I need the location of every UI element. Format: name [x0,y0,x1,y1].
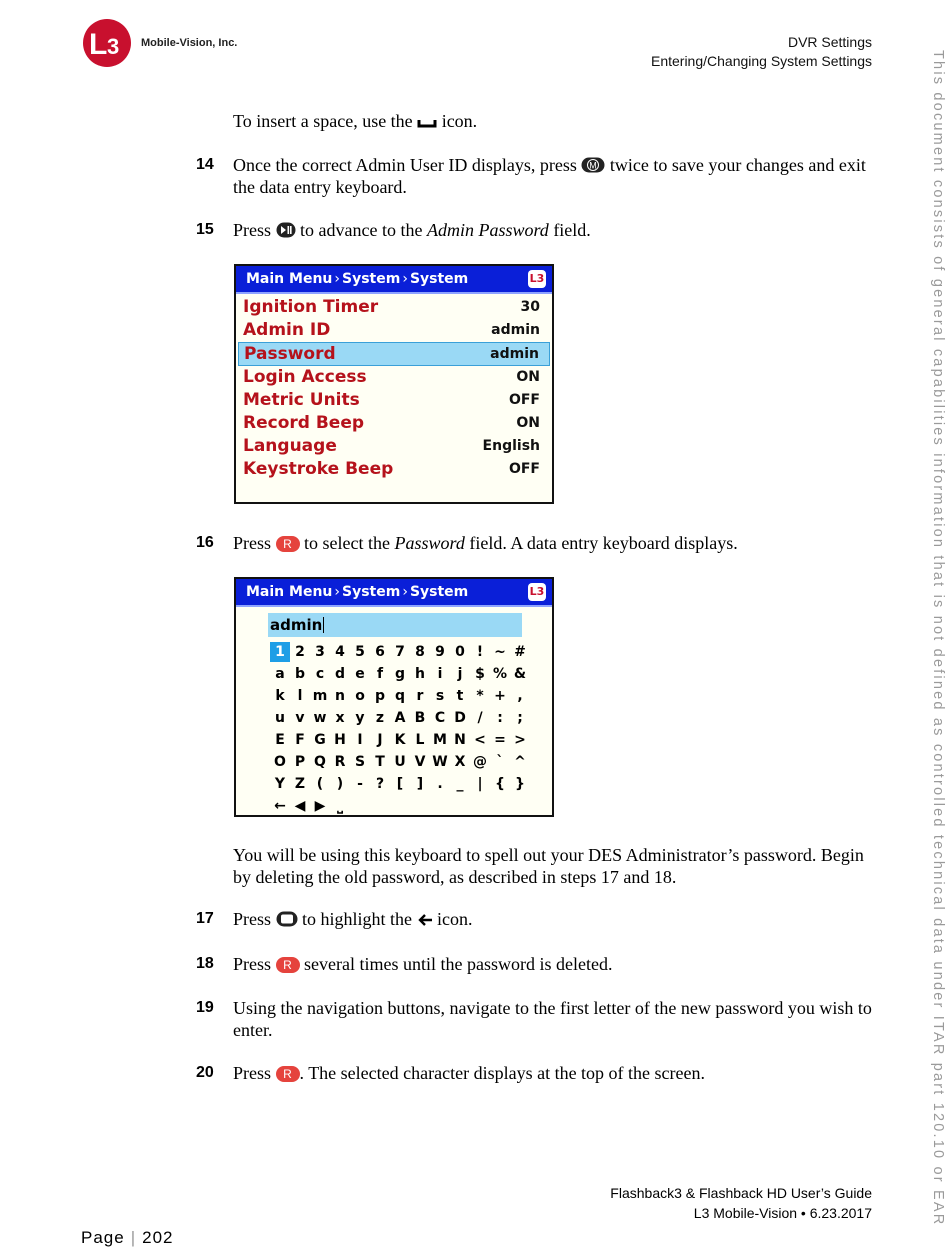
keyboard-key[interactable]: p [374,688,386,704]
keyboard-key[interactable]: & [513,666,527,682]
field-name: Admin Password [426,220,549,240]
keyboard-key[interactable]: } [515,776,525,792]
keyboard-key[interactable]: q [394,688,406,704]
keyboard-key[interactable]: u [275,710,285,726]
keyboard-key[interactable]: Q [314,754,326,770]
keyboard-key[interactable]: S [354,754,366,770]
text: to advance to the [300,220,423,240]
menu-value: English [482,438,540,455]
space-instruction [233,110,873,132]
keyboard-key[interactable]: d [334,666,346,682]
chevron-right-icon: › [334,584,340,600]
keyboard-key[interactable]: K [394,732,406,748]
keyboard-key[interactable]: l [297,688,303,704]
keyboard-key[interactable]: F [295,732,305,748]
keyboard-screen [234,577,554,817]
keyboard-key[interactable]: ? [375,776,385,792]
keyboard-key[interactable]: 8 [415,644,425,660]
header-section: DVR Settings [787,34,872,50]
step-number: 17 [196,910,214,927]
edition-line: L3 Mobile-Vision • 6.23.2017 [693,1205,872,1221]
keyboard-key[interactable]: ] [416,776,424,792]
menu-value: ON [516,414,540,431]
keyboard-row [270,685,530,707]
step-number: 16 [196,534,214,551]
keyboard-key[interactable]: ← [274,798,286,814]
menu-label: Keystroke Beep [243,459,394,480]
keyboard-key[interactable]: y [355,710,365,726]
step-20 [233,1062,873,1084]
keyboard-key[interactable]: ` [496,754,504,770]
keyboard-key[interactable]: D [454,710,466,726]
keyboard-key[interactable]: A [394,710,406,726]
screen-title-bar [236,266,552,294]
breadcrumb-item: Main Menu [246,584,333,600]
text: To insert a space, use the [233,111,413,131]
step-number: 20 [196,1064,214,1081]
chevron-right-icon: › [334,271,340,287]
guide-title: Flashback3 & Flashback HD User’s Guide [610,1185,872,1201]
keyboard-key[interactable]: < [474,732,486,748]
step-18 [233,953,873,975]
keyboard-note: You will be using this keyboard to spell out your DES Administrator’s password. Begin by deleting the old password, as described in steps 17 and 18. [233,845,864,887]
keyboard-key[interactable]: 5 [355,644,365,660]
keyboard-key[interactable]: a [275,666,285,682]
keyboard-key[interactable]: n [335,688,345,704]
keyboard-row [270,641,530,663]
step-19: Using the navigation buttons, navigate to the first letter of the new password you wish to enter. [233,998,872,1040]
keyboard-key[interactable]: 7 [395,644,405,660]
keyboard-key[interactable]: Z [294,776,306,792]
keyboard-key[interactable]: b [294,666,306,682]
keyboard-key[interactable]: 1 [270,642,290,662]
text: Press [233,533,272,553]
keyboard-row [270,707,530,729]
next-field-button-icon [276,222,296,238]
svg-text:3: 3 [107,34,120,59]
keyboard-key[interactable]: [ [396,776,404,792]
menu-value: ON [516,368,540,385]
keyboard-key[interactable]: P [294,754,306,770]
keyboard-key[interactable]: N [454,732,466,748]
keyboard-key[interactable]: G [314,732,326,748]
text: field. A data entry keyboard displays. [469,533,738,553]
keyboard-key[interactable]: ) [336,776,344,792]
breadcrumb-item: System [409,584,469,600]
keyboard-key[interactable]: # [514,644,526,660]
screen-title-bar [236,579,552,607]
keyboard-key[interactable]: z [375,710,385,726]
keyboard-key[interactable]: ! [476,644,484,660]
divider: | [130,1228,137,1247]
keyboard-key[interactable]: : [497,710,503,726]
keyboard-key[interactable]: I [357,732,363,748]
keyboard-key[interactable]: w [313,710,327,726]
step-15 [233,219,873,241]
keyboard-key[interactable]: + [494,688,506,704]
keyboard-key[interactable]: k [275,688,285,704]
text: Press [233,909,272,929]
keyboard-key[interactable]: T [375,754,385,770]
keyboard-key[interactable]: r [416,688,424,704]
keyboard-key[interactable]: Y [274,776,286,792]
text: . The selected character displays at the top of the screen. [299,1063,706,1083]
keyboard-row [270,795,530,817]
text: field. [553,220,591,240]
keyboard-key[interactable]: h [415,666,425,682]
chevron-right-icon: › [402,584,408,600]
menu-m-button-icon [581,157,605,173]
l3-logo [80,18,136,68]
menu-label: Record Beep [243,412,365,433]
step-17 [233,908,873,930]
menu-row-password[interactable] [238,342,550,365]
svg-text:M: M [589,160,598,171]
page-number-value: 202 [142,1228,174,1247]
keyboard-key[interactable]: O [274,754,286,770]
keyboard-key[interactable]: e [355,666,365,682]
keyboard-key[interactable]: { [495,776,505,792]
system-menu-screen [234,264,554,504]
password-input[interactable]: admin [268,613,522,637]
keyboard-key[interactable]: - [357,776,363,792]
breadcrumb-item: System [342,271,401,287]
l3-badge: L3 [528,583,546,601]
page-number [81,1228,174,1248]
keyboard-key[interactable]: ⎵ [337,798,343,814]
itar-notice: This document consists of general capabilities information that is not defined as controlled technical data under ITAR part 120.10 or EAR [930,50,946,1227]
keyboard-key[interactable]: . [437,776,443,792]
keyboard-key[interactable]: B [414,710,426,726]
step-number: 19 [196,999,214,1016]
text: twice to save your changes and exit the data entry keyboard. [233,155,866,197]
keyboard-key[interactable]: ; [517,710,523,726]
menu-row-ignition-timer[interactable] [238,296,550,319]
keyboard-key[interactable]: % [492,666,508,682]
menu-value: admin [490,346,539,363]
keyboard-key[interactable]: H [334,732,346,748]
step-16 [233,532,873,554]
keyboard-key[interactable]: | [477,776,483,792]
keyboard-key[interactable]: L [415,732,425,748]
step-14 [233,154,873,198]
keyboard-key[interactable]: V [414,754,426,770]
keyboard-key[interactable]: J [377,732,383,748]
keyboard-key[interactable]: g [394,666,406,682]
menu-row-login-access[interactable] [238,366,550,389]
keyboard-key[interactable]: $ [475,666,485,682]
keyboard-key[interactable]: , [517,688,523,704]
page-header [651,33,872,71]
menu-label: Metric Units [243,389,360,410]
keyboard-row [270,663,530,685]
keyboard-key[interactable]: ~ [494,644,506,660]
step-number: 14 [196,156,214,173]
page-label: Page [81,1228,125,1247]
menu-row-language[interactable] [238,435,550,458]
keyboard-row [270,773,530,795]
menu-label: Language [243,436,337,457]
keyboard-key[interactable]: U [394,754,406,770]
menu-row-keystroke-beep[interactable] [238,458,550,481]
menu-row-record-beep[interactable] [238,412,550,435]
keyboard-key[interactable]: f [376,666,384,682]
keyboard-key[interactable]: R [334,754,346,770]
keyboard-key[interactable]: 9 [435,644,445,660]
keyboard-key[interactable]: / [477,710,483,726]
keyboard-key[interactable]: c [315,666,325,682]
record-r-button-icon: R [276,1066,300,1082]
header-subsection: Entering/Changing System Settings [650,53,872,69]
keyboard-key[interactable]: 0 [455,644,465,660]
menu-value: OFF [508,461,540,478]
keyboard-key[interactable]: M [433,732,447,748]
keyboard-key[interactable]: 3 [315,644,325,660]
menu-row-admin-id[interactable] [238,319,550,342]
menu-label: Password [244,344,336,365]
keyboard-key[interactable]: X [454,754,466,770]
text: Press [233,954,272,974]
record-r-button-icon: R [276,536,300,552]
keyboard-key[interactable]: _ [456,776,464,792]
keyboard-key[interactable]: @ [473,754,487,770]
text: icon. [437,909,473,929]
menu-label: Ignition Timer [243,297,379,317]
menu-value: admin [491,322,540,339]
keyboard-key[interactable]: x [335,710,345,726]
menu-value: 30 [520,299,540,315]
keyboard-key[interactable]: m [312,688,328,704]
menu-label: Login Access [243,366,367,387]
keyboard-key[interactable]: ^ [514,754,526,770]
company-name: Mobile-Vision, Inc. [141,37,238,49]
text: to select the [304,533,390,553]
keyboard-key[interactable]: > [514,732,526,748]
keyboard-row [270,751,530,773]
keyboard-key[interactable]: s [435,688,445,704]
text: Press [233,1063,272,1083]
l3-badge: L3 [528,270,546,288]
keyboard-key[interactable]: ( [316,776,324,792]
keyboard-key[interactable]: v [295,710,305,726]
breadcrumb-item: Main Menu [246,271,333,287]
keyboard-key[interactable]: ▶ [314,798,326,814]
text: Press [233,220,272,240]
menu-label: Admin ID [243,320,331,341]
field-name: Password [394,533,465,553]
svg-text:L: L [89,28,108,61]
breadcrumb-item: System [342,584,401,600]
keyboard-key[interactable]: E [275,732,285,748]
keyboard-key[interactable]: t [456,688,464,704]
text: several times until the password is deleted. [304,954,613,974]
keyboard-key[interactable]: W [432,754,448,770]
step-number: 18 [196,955,214,972]
keyboard-key[interactable]: C [434,710,446,726]
back-arrow-icon [417,913,433,927]
chevron-right-icon: › [402,271,408,287]
menu-value: OFF [508,391,540,408]
keyboard-key[interactable]: ◀ [294,798,306,814]
stop-button-icon [276,911,298,927]
keyboard-key[interactable]: i [437,666,443,682]
keyboard-key[interactable]: 6 [375,644,385,660]
text: Once the correct Admin User ID displays, press [233,155,577,175]
keyboard-key[interactable]: 2 [295,644,305,660]
page-footer [610,1183,872,1223]
keyboard-grid [270,641,530,817]
text: to highlight the [302,909,413,929]
step-number: 15 [196,221,214,238]
keyboard-key[interactable]: o [355,688,365,704]
record-r-button-icon: R [276,957,300,973]
keyboard-row [270,729,530,751]
keyboard-key[interactable]: = [494,732,506,748]
keyboard-key[interactable]: 4 [335,644,345,660]
text: icon. [441,111,478,131]
space-icon [417,117,437,129]
menu-row-metric-units[interactable] [238,389,550,412]
keyboard-key[interactable]: j [457,666,463,682]
keyboard-key[interactable]: * [476,688,484,704]
breadcrumb-item: System [409,271,469,287]
